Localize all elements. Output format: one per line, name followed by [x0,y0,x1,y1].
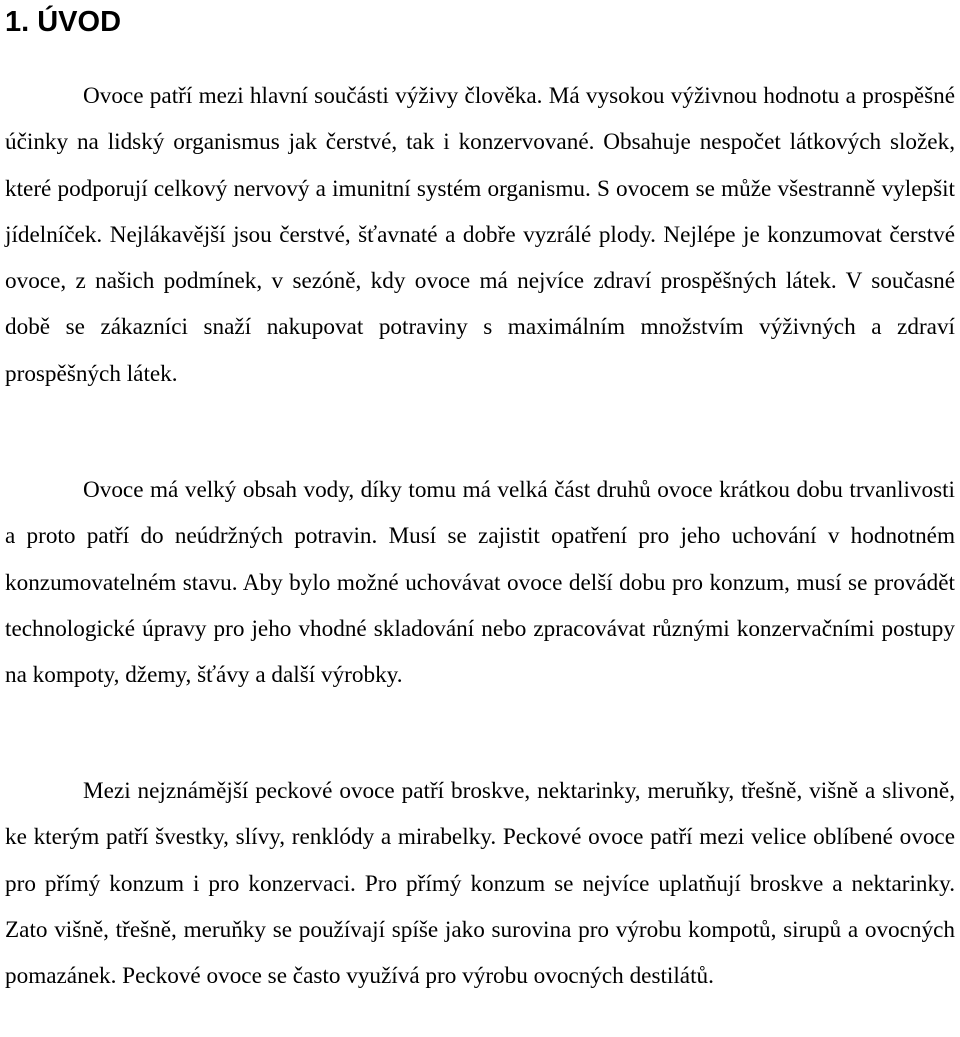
paragraph-storage: Ovoce má velký obsah vody, díky tomu má velká část druhů ovoce krátkou dobu trvanlivosti a proto patří do neúdržných potravin. Musí se zajistit opatření pro jeho uchování v hodnotném konzumovatelném stavu. Aby bylo možné uchovávat ovoce delší dobu pro konzum, musí se provádět technologické úpravy pro jeho vhodné skladování nebo zpracovávat různými konzervačními postupy na kompoty, džemy, šťávy a další výrobky. [5,477,955,689]
section-heading: 1. ÚVOD [5,6,122,38]
paragraph-intro: Ovoce patří mezi hlavní součásti výživy člověka. Má vysokou výživnou hodnotu a prospěšné účinky na lidský organismus jak čerstvé, tak i konzervované. Obsahuje nespočet látkových složek, které podporují celkový nervový a imunitní systém organismu. S ovocem se může všestranně vylepšit jídelníček. Nejlákavější jsou čerstvé, šťavnaté a dobře vyzrálé plody. Nejlépe je konzumovat čerstvé ovoce, z našich podmínek, v sezóně, kdy ovoce má nejvíce zdraví prospěšných látek. V současné době se zákazníci snaží nakupovat potraviny s maximálním množstvím výživných a zdraví prospěšných látek. [5,83,955,387]
paragraph-stone-fruit: Mezi nejznámější peckové ovoce patří broskve, nektarinky, meruňky, třešně, višně a slivoně, ke kterým patří švestky, slívy, renklódy a mirabelky. Peckové ovoce patří mezi velice oblíbené ovoce pro přímý konzum i pro konzervaci. Pro přímý konzum se nejvíce uplatňují broskve a nektarinky. Zato višně, třešně, meruňky se používají spíše jako surovina pro výrobu kompotů, sirupů a ovocných pomazánek. Peckové ovoce se často využívá pro výrobu ovocných destilátů. [5,778,955,990]
